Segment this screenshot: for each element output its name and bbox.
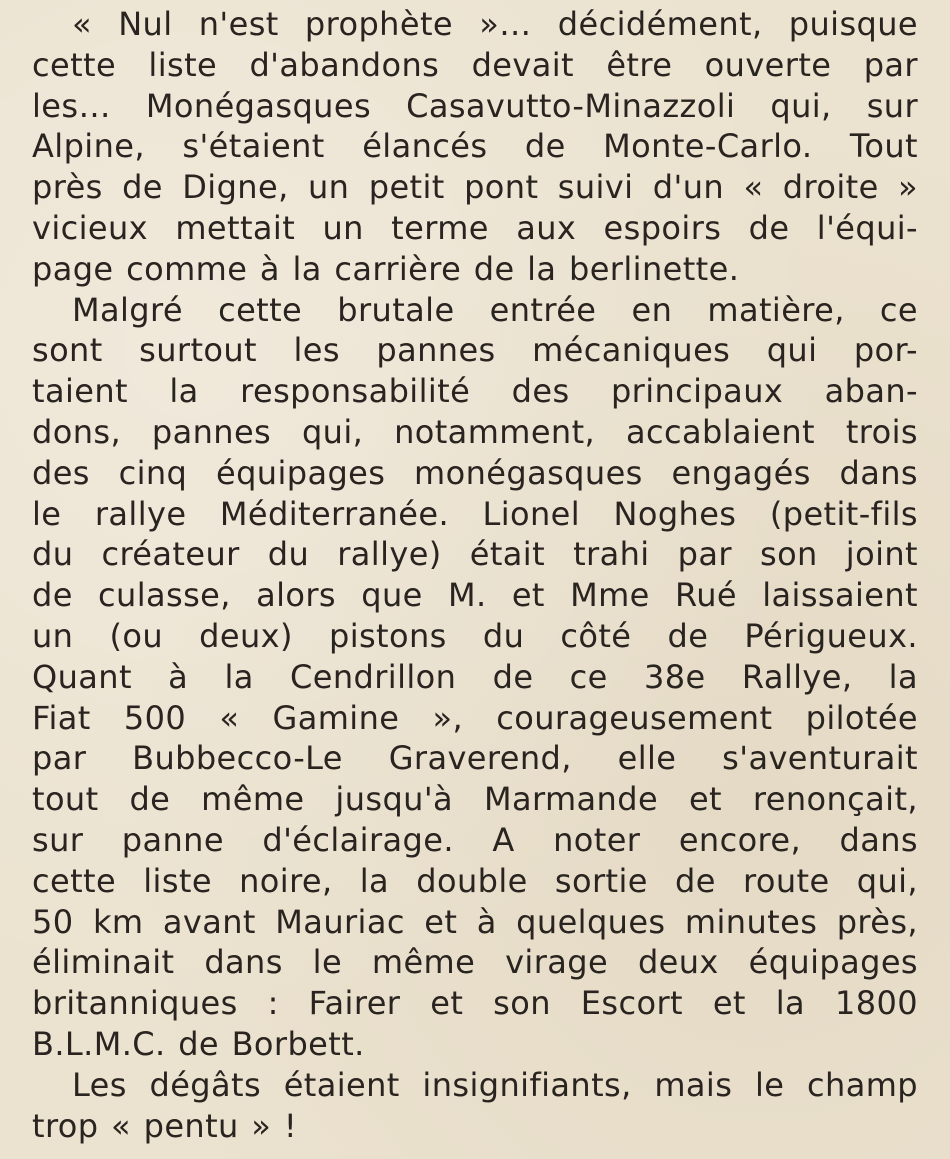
text-line: Quant à la Cendrillon de ce 38e Rallye, la: [32, 657, 918, 696]
text-line: des cinq équipages monégasques engagés dans: [32, 453, 918, 492]
text-line: les… Monégasques Casavutto-Minazzoli qui, sur: [32, 86, 918, 125]
text-line: un (ou deux) pistons du côté de Périgueux.: [32, 616, 918, 655]
text-line: Fiat 500 « Gamine », courageusement pilotée: [32, 698, 918, 737]
text-line: « Nul n'est prophète »… décidément, puisque: [72, 5, 918, 43]
text-line: britanniques : Fairer et son Escort et la 1800: [32, 984, 918, 1023]
text-line: dons, pannes qui, notamment, accablaient trois: [32, 412, 918, 451]
text-line: 50 km avant Mauriac et à quelques minutes près,: [32, 902, 918, 941]
paragraph-3: [32, 1065, 918, 1147]
text-line: éliminait dans le même virage deux équipages: [32, 943, 918, 982]
text-line: Malgré cette brutale entrée en matière, ce: [72, 290, 918, 329]
paragraph-1: [32, 4, 918, 290]
text-line: du créateur du rallye) était trahi par son joint: [32, 535, 918, 574]
text-line: Les dégâts étaient insignifiants, mais le champ: [72, 1065, 918, 1104]
text-line: page comme à la carrière de la berlinette.: [32, 249, 740, 288]
text-line: sur panne d'éclairage. A noter encore, dans: [32, 820, 918, 859]
text-line: B.L.M.C. de Borbett.: [32, 1024, 365, 1063]
text-line: tout de même jusqu'à Marmande et renonçait,: [32, 780, 918, 819]
text-line: taient la responsabilité des principaux aban-: [32, 372, 918, 411]
text-line: vicieux mettait un terme aux espoirs de l'équi-: [32, 208, 918, 247]
text-line: Alpine, s'étaient élancés de Monte-Carlo. Tout: [32, 127, 918, 166]
text-line: par Bubbecco-Le Graverend, elle s'aventurait: [32, 739, 918, 778]
text-line: cette liste d'abandons devait être ouverte par: [32, 45, 918, 84]
text-line: près de Digne, un petit pont suivi d'un « droite »: [32, 168, 918, 207]
text-line: cette liste noire, la double sortie de route qui,: [32, 861, 918, 900]
article-column: [32, 4, 918, 1146]
text-line: de culasse, alors que M. et Mme Rué laissaient: [32, 576, 918, 615]
text-line: le rallye Méditerranée. Lionel Noghes (petit-fils: [32, 494, 918, 533]
text-line: trop « pentu » !: [32, 1106, 298, 1145]
paragraph-2: [32, 290, 918, 1065]
text-line: sont surtout les pannes mécaniques qui por-: [32, 331, 918, 370]
